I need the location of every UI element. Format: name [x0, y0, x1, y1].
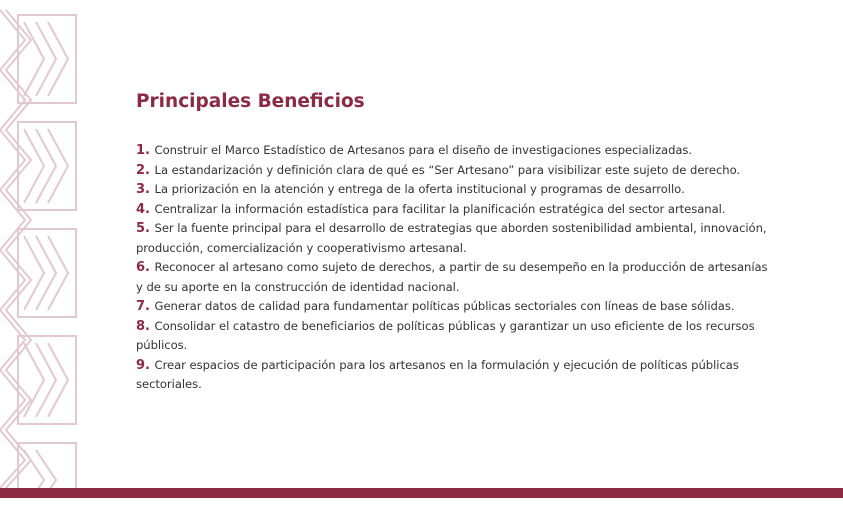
item-text: Crear espacios de participación para los artesanos en la formulación y ejecución de políticas públicas sectoriales.	[136, 357, 739, 391]
page-title: Principales Beneficios	[136, 91, 365, 112]
item-text: La priorización en la atención y entrega de la oferta institucional y programas de desarrollo.	[154, 182, 685, 196]
item-text: Centralizar la información estadística para facilitar la planificación estratégica del sector artesanal.	[154, 201, 726, 216]
list-item	[136, 180, 776, 200]
list-item	[136, 297, 776, 317]
item-text: Construir el Marco Estadístico de Artesanos para el diseño de investigaciones especializadas.	[154, 143, 693, 157]
item-text: Generar datos de calidad para fundamentar políticas públicas sectoriales con líneas de base sólidas.	[154, 299, 735, 313]
list-item	[136, 161, 776, 181]
list-item	[136, 200, 776, 220]
item-number: 9.	[136, 357, 150, 373]
list-item	[136, 356, 776, 395]
item-number: 6.	[136, 260, 150, 275]
item-number: 1.	[136, 143, 150, 158]
benefits-section	[136, 90, 776, 395]
footer-accent-bar	[0, 488, 843, 498]
item-text: La estandarización y definición clara de qué es “Ser Artesano” para visibilizar este sujeto de derecho.	[154, 162, 741, 177]
item-text: Consolidar el catastro de beneficiarios de políticas públicas y garantizar un uso eficiente de los recursos públicos.	[136, 318, 755, 352]
list-item	[136, 141, 776, 161]
list-item	[136, 258, 776, 297]
decorative-pattern	[0, 0, 80, 488]
item-number: 5.	[136, 221, 150, 236]
item-number: 8.	[136, 318, 150, 334]
item-number: 4.	[136, 201, 150, 217]
item-number: 3.	[136, 182, 150, 197]
item-number: 2.	[136, 162, 150, 178]
benefits-list	[136, 141, 776, 395]
item-text: Reconocer al artesano como sujeto de derechos, a partir de su desempeño en la producción de artesanías y de su aporte en la construcción de identidad nacional.	[136, 260, 768, 294]
list-item	[136, 219, 776, 258]
list-item	[136, 317, 776, 356]
item-number: 7.	[136, 299, 150, 314]
item-text: Ser la fuente principal para el desarrollo de estrategias que aborden sostenibilidad ambiental, innovación, producción, comercialización y cooperativismo artesanal.	[136, 221, 767, 255]
